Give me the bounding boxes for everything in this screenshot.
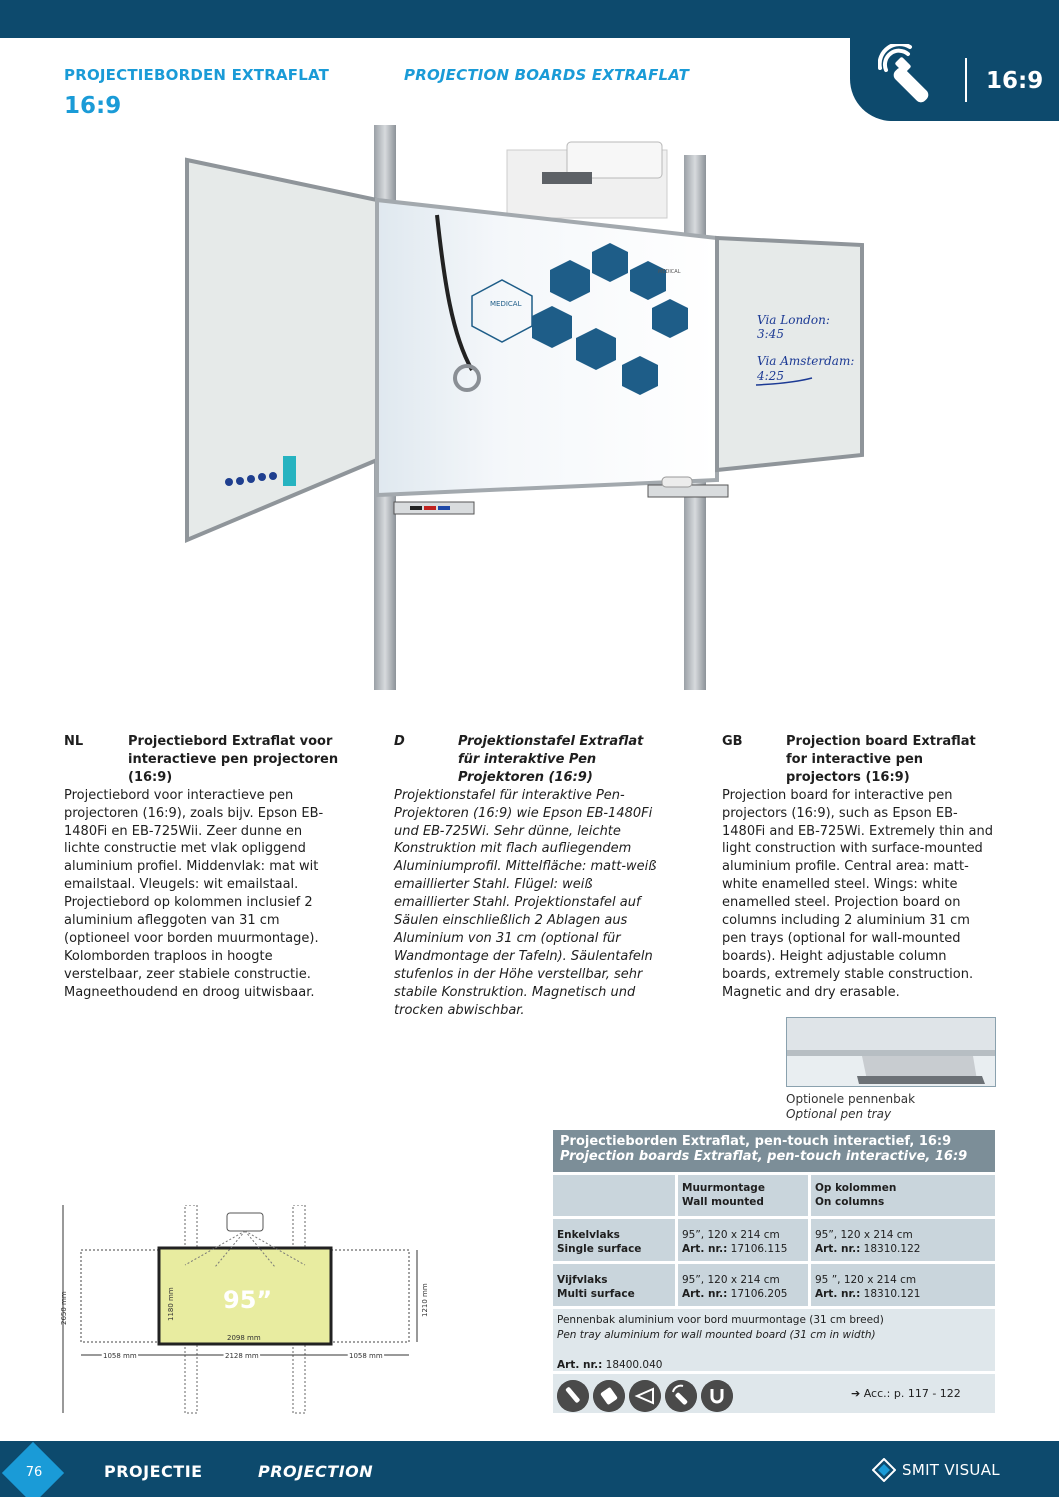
row-label-multi (553, 1261, 675, 1306)
pen-tray-desc-en: Pen tray aluminium for wall mounted board (31 cm in width) (557, 1329, 876, 1341)
dimension-diagram (55, 1205, 435, 1415)
interactive-pen-icon (878, 44, 948, 106)
dim-width-screen: 2098 mm (227, 1334, 261, 1342)
title-nl: PROJECTIEBORDEN EXTRAFLAT (64, 66, 330, 84)
svg-text:4:25: 4:25 (757, 369, 784, 383)
lang-label-nl: NL (64, 734, 84, 749)
table-title (553, 1130, 995, 1172)
cell-size: 95”, 120 x 214 cm (815, 1229, 913, 1241)
cell-size: 95”, 120 x 214 cm (682, 1274, 780, 1286)
pens (410, 506, 450, 510)
cell-size: 95 ”, 120 x 214 cm (815, 1274, 917, 1286)
col-header-columns-en: On columns (815, 1196, 885, 1208)
tab-ratio: 16:9 (986, 68, 1044, 94)
description-de-body: Projektionstafel für interaktive Pen-Projektoren (16:9) wie Epson EB-1480Fi und EB-725Wi. Sehr dünne, leichte Konstruktion mit flach aufliegendem Aluminiumprofil. Mittelfläche: matt-weiß emaillierter Stahl. Flügel: weiß emaillierter Stahl. Projektionstafel auf Säulen einschließlich 2 Ablagen aus Aluminium von 31 cm (optional für Wandmontage der Tafeln). Säulentafeln stufenlos in der Höhe verstellbar, sehr stabile Konstruktion. Magnetisch und trocken abwischbar. (394, 787, 657, 1018)
col-header-wall-en: Wall mounted (682, 1196, 764, 1208)
accessories-reference (851, 1387, 961, 1400)
description-gb-title: Projection board Extraflat for interactive pen projectors (16:9) (786, 734, 976, 785)
interactive-pen-icon (665, 1380, 697, 1412)
art-label: Art. nr.: (682, 1288, 728, 1300)
description-nl (64, 733, 339, 1002)
lang-label-de: D (394, 734, 405, 749)
product-image (182, 120, 882, 695)
description-de (394, 733, 669, 1020)
footer-section-en: PROJECTION (258, 1462, 374, 1481)
art-number: 17106.205 (730, 1288, 788, 1300)
magnet-clip (283, 456, 296, 486)
cell-multi-wall (675, 1261, 811, 1306)
brand-name: SMIT VISUAL (902, 1461, 1000, 1479)
svg-text:3:45: 3:45 (757, 327, 784, 341)
product-table (553, 1130, 995, 1413)
arrow-right-icon: ➔ (851, 1387, 861, 1400)
title-en: PROJECTION BOARDS EXTRAFLAT (404, 66, 690, 84)
description-de-title: Projektionstafel Extraflat für interaktive Pen Projektoren (16:9) (458, 734, 644, 785)
table-corner (553, 1172, 675, 1216)
pen-tray-desc-nl: Pennenbak aluminium voor bord muurmontage (31 cm breed) (557, 1314, 884, 1326)
description-nl-title: Projectiebord Extraflat voor interactieve pen projectoren (16:9) (128, 734, 339, 785)
page-number: 76 (25, 1465, 43, 1480)
cell-single-columns (811, 1216, 995, 1261)
center-board (377, 200, 717, 495)
page-ratio: 16:9 (64, 93, 122, 119)
row-label-single-en: Single surface (557, 1243, 642, 1255)
col-header-wall (675, 1172, 811, 1216)
diagram-wing-left (81, 1250, 159, 1342)
row-label-multi-nl: Vijfvlaks (557, 1274, 608, 1286)
feature-icons-row (553, 1371, 995, 1413)
description-gb-header (722, 733, 997, 787)
lang-label-gb: GB (722, 734, 743, 749)
description-nl-body: Projectiebord voor interactieve pen projectoren (16:9), zoals bijv. Epson EB-1480Fi en EB-725Wii. Zeer dunne en lichte constructie met vlak opliggend aluminium profiel. Middenvlak: mat wit emailstaal. Vleugels: wit emailstaal. Projectiebord op kolommen inclusief 2 aluminium afleggoten van 31 cm (optioneel voor borden muurmontage). Kolomborden traploos in hoogte verstelbaar, zeer stabiele constructie. Magneethoudend en droog uitwisbaar. (64, 787, 324, 1000)
screen-label-medical-2: MEDICAL (658, 269, 681, 275)
diagram-wing-right (331, 1250, 409, 1342)
left-wing (187, 160, 377, 540)
art-label: Art. nr.: (815, 1243, 861, 1255)
row-label-single (553, 1216, 675, 1261)
projector-icon (629, 1380, 661, 1412)
magnetic-icon (701, 1380, 733, 1412)
description-gb-body: Projection board for interactive pen projectors (16:9), such as Epson EB-1480Fi and EB-725Wi. Extremely thin and light construction with surface-mounted aluminium profile. Central area: matt-white enamelled steel. Wings: white enamelled steel. Projection board on columns including 2 aluminium 31 cm pen trays (optional for wall-mounted boards). Height adjustable column boards, extremely stable construction. Magnetic and dry erasable. (722, 787, 993, 1000)
col-header-wall-nl: Muurmontage (682, 1182, 765, 1194)
pen-tray-art-number: 18400.040 (605, 1359, 663, 1371)
col-header-columns (811, 1172, 995, 1216)
dim-height-screen: 1180 mm (167, 1287, 175, 1321)
tab-divider (965, 58, 967, 102)
svg-text:Via London:: Via London: (757, 313, 830, 327)
art-label: Art. nr.: (682, 1243, 728, 1255)
footer (0, 1441, 1059, 1497)
row-label-multi-en: Multi surface (557, 1288, 635, 1300)
description-de-header (394, 733, 669, 787)
table-title-nl: Projectieborden Extraflat, pen-touch interactief, 16:9 (560, 1134, 952, 1149)
art-label: Art. nr.: (815, 1288, 861, 1300)
brand (872, 1458, 1000, 1482)
svg-text:Via Amsterdam:: Via Amsterdam: (757, 354, 855, 368)
art-number: 17106.115 (730, 1243, 788, 1255)
art-number: 18310.121 (863, 1288, 921, 1300)
diagram-projector (227, 1213, 263, 1231)
footer-section-nl: PROJECTIE (104, 1462, 203, 1481)
smit-visual-logo-icon (872, 1458, 896, 1482)
dim-width-left: 1058 mm (103, 1352, 137, 1360)
art-label: Art. nr.: (557, 1359, 603, 1371)
dim-width-center: 2128 mm (225, 1352, 259, 1360)
pen-touch-icon (557, 1380, 589, 1412)
format-tab (850, 30, 1059, 121)
description-gb (722, 733, 997, 1002)
col-header-columns-nl: Op kolommen (815, 1182, 897, 1194)
pen-tray-photo (786, 1017, 996, 1087)
screen-label-medical: MEDICAL (490, 300, 522, 308)
dim-width-right: 1058 mm (349, 1352, 383, 1360)
row-label-single-nl: Enkelvlaks (557, 1229, 620, 1241)
table-title-en: Projection boards Extraflat, pen-touch interactive, 16:9 (560, 1149, 968, 1164)
table-pen-tray-row (553, 1306, 995, 1371)
description-nl-header (64, 733, 339, 787)
dim-height-total: 2650 mm (60, 1291, 68, 1325)
accessories-text: Acc.: p. 117 - 122 (863, 1387, 961, 1400)
diagram-screen-size: 95” (223, 1286, 273, 1314)
dim-height-frame: 1210 mm (421, 1283, 429, 1317)
eraser (662, 477, 692, 487)
cell-size: 95”, 120 x 214 cm (682, 1229, 780, 1241)
art-number: 18310.122 (863, 1243, 921, 1255)
pen-tray-caption-nl: Optionele pennenbak (786, 1092, 916, 1106)
eraser-icon (593, 1380, 625, 1412)
table-grid (553, 1172, 995, 1306)
cell-single-wall (675, 1216, 811, 1261)
cell-multi-columns (811, 1261, 995, 1306)
pen-tray-caption-en: Optional pen tray (786, 1107, 892, 1121)
